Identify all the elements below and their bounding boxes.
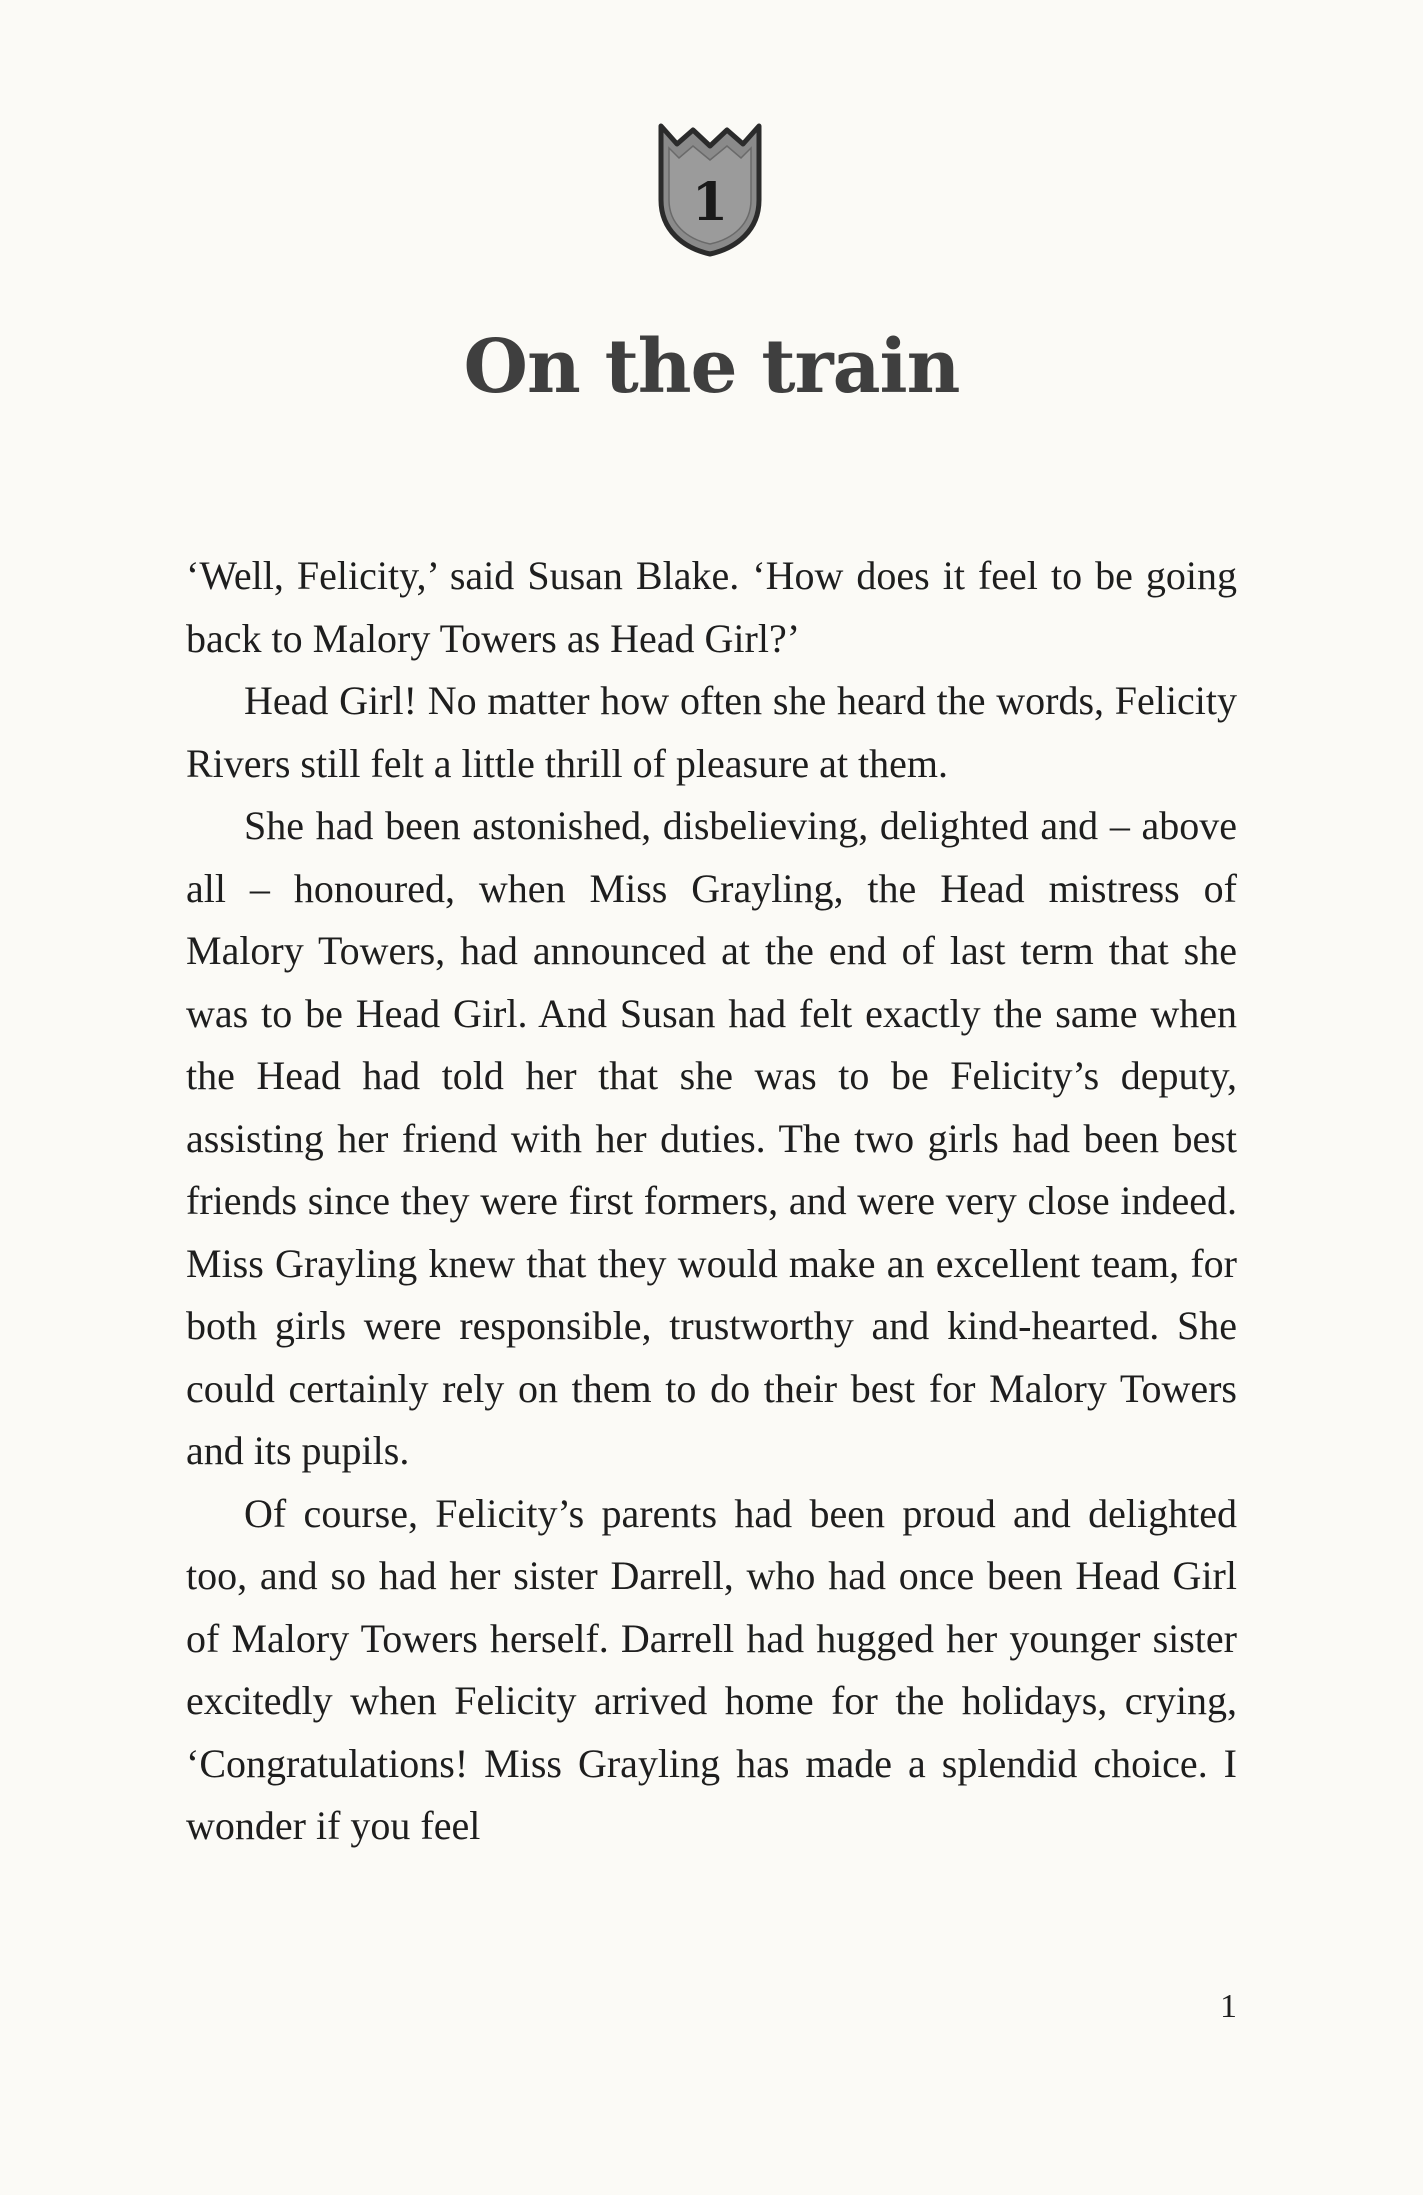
paragraph: Of course, Felicity’s parents had been proud and delighted too, and so had her sister Darrell, who had once been Head Girl of Malory Towers herself. Darrell had hugged her younger sister excitedly when Felicity arrived home for the holidays, crying, ‘Congratulations! Miss Grayling has made a splendid choice. I wonder if you feel	[186, 1490, 1237, 1848]
paragraph: ‘Well, Felicity,’ said Susan Blake. ‘How does it feel to be going back to Malory Towers as Head Girl?’	[186, 553, 1237, 661]
chapter-title: On the train	[463, 324, 960, 410]
chapter-shield-icon	[655, 118, 765, 258]
paragraph: She had been astonished, disbelieving, delighted and – above all – honoured, when Miss Grayling, the Head mistress of Malory Towers, had announced at the end of last term that she was to be Head Girl. And Susan had felt exactly the same when the Head had told her that she was to be Felicity’s deputy, assisting her friend with her duties. The two girls had been best friends since they were first formers, and were very close indeed. Miss Grayling knew that they would make an excellent team, for both girls were responsible, trustworthy and kind-hearted. She could certainly rely on them to do their best for Malory Towers and its pupils.	[186, 803, 1237, 1473]
page-number: 1	[1220, 1988, 1237, 2025]
chapter-number: 1	[691, 172, 729, 233]
paragraph: Head Girl! No matter how often she heard the words, Felicity Rivers still felt a little thrill of pleasure at them.	[186, 678, 1237, 786]
chapter-body	[186, 545, 1237, 1858]
